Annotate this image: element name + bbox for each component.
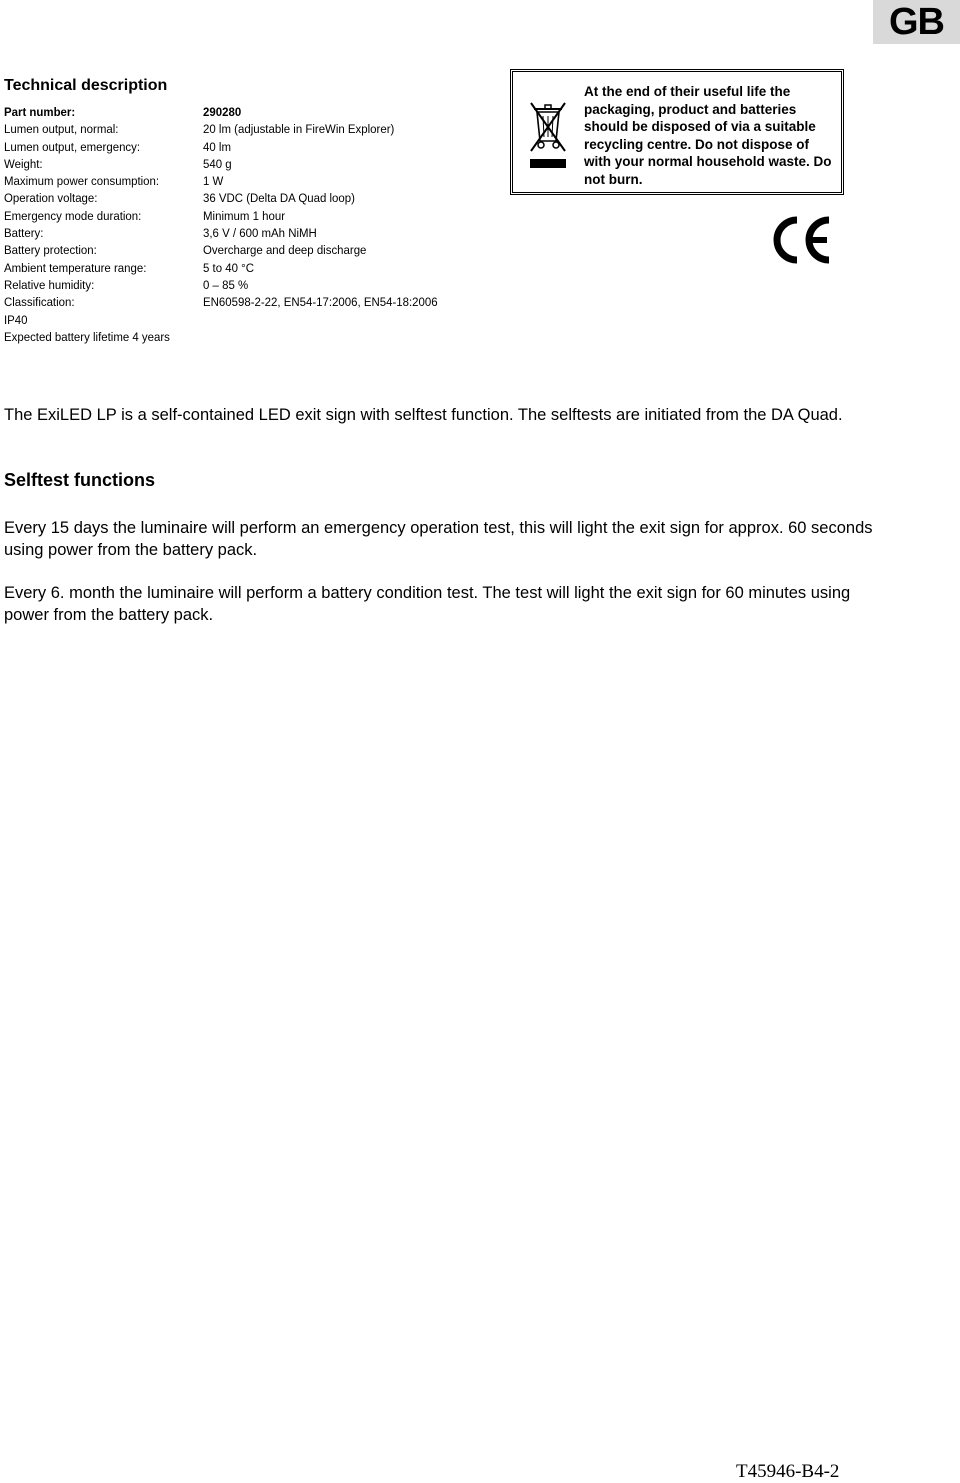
spec-label: Ambient temperature range:: [4, 260, 147, 275]
spec-value: 540 g: [203, 156, 232, 171]
spec-label: Maximum power consumption:: [4, 174, 160, 189]
spec-row-lumen-normal: [4, 121, 395, 138]
spec-label: Battery:: [4, 226, 44, 241]
spec-row-classification: [4, 294, 438, 311]
spec-row-battery-protection: [4, 242, 367, 259]
ip-rating: IP40: [4, 312, 28, 327]
selftest-paragraph-emergency-test: Every 15 days the luminaire will perform an emergency operation test, this will light the exit sign for approx. 60 seconds using power from the battery pack.: [4, 519, 873, 559]
spec-value: 1 W: [203, 174, 224, 189]
spec-label: Weight:: [4, 156, 43, 171]
spec-row-battery: [4, 225, 317, 242]
spec-label: Emergency mode duration:: [4, 208, 142, 223]
selftest-paragraph-battery-test: Every 6. month the luminaire will perform a battery condition test. The test will light the exit sign for 60 minutes using power from the battery pack.: [4, 584, 851, 624]
spec-row-weight: [4, 156, 232, 173]
spec-label: Operation voltage:: [4, 191, 98, 206]
spec-row-voltage: [4, 190, 355, 207]
crossed-out-wheelie-bin-icon: [528, 99, 568, 171]
spec-row-humidity: [4, 277, 249, 294]
spec-list: [4, 104, 438, 346]
spec-row-emergency-duration: [4, 208, 286, 225]
spec-value: Minimum 1 hour: [203, 208, 286, 223]
disposal-notice-box: [510, 69, 844, 195]
spec-value: 3,6 V / 600 mAh NiMH: [203, 226, 317, 241]
battery-lifetime: Expected battery lifetime 4 years: [4, 329, 170, 344]
document-code: T45946-B4-2: [736, 1461, 840, 1482]
spec-value: 40 lm: [203, 139, 231, 154]
spec-value: EN60598-2-22, EN54-17:2006, EN54-18:2006: [203, 295, 438, 310]
spec-value: 20 lm (adjustable in FireWin Explorer): [203, 122, 395, 137]
technical-description-title: Technical description: [4, 77, 168, 94]
spec-label: Battery protection:: [4, 243, 97, 258]
spec-label: Relative humidity:: [4, 277, 95, 292]
selftest-title: Selftest functions: [4, 470, 156, 490]
spec-value: Overcharge and deep discharge: [203, 243, 367, 258]
ce-mark-icon: [772, 215, 834, 265]
spec-label: Lumen output, normal:: [4, 122, 119, 137]
spec-value: 5 to 40 °C: [203, 260, 255, 275]
spec-row-part-number: [4, 104, 242, 121]
spec-value: 290280: [203, 105, 242, 119]
spec-row-power: [4, 173, 224, 190]
disposal-text: At the end of their useful life the packaging, product and batteries should be disposed of via a suitable recycling centre. Do not dispose of with your normal household waste. Do not burn.: [584, 84, 832, 187]
intro-paragraph: The ExiLED LP is a self-contained LED exit sign with selftest function. The selftests are initiated from the DA Quad.: [4, 406, 843, 424]
spec-label: Classification:: [4, 295, 75, 310]
spec-value: 36 VDC (Delta DA Quad loop): [203, 191, 355, 206]
spec-row-temperature: [4, 260, 255, 277]
language-tab: GB: [873, 0, 960, 44]
spec-row-lumen-emergency: [4, 139, 231, 156]
spec-value: 0 – 85 %: [203, 277, 249, 292]
spec-label: Lumen output, emergency:: [4, 139, 141, 154]
spec-label: Part number:: [4, 105, 76, 119]
